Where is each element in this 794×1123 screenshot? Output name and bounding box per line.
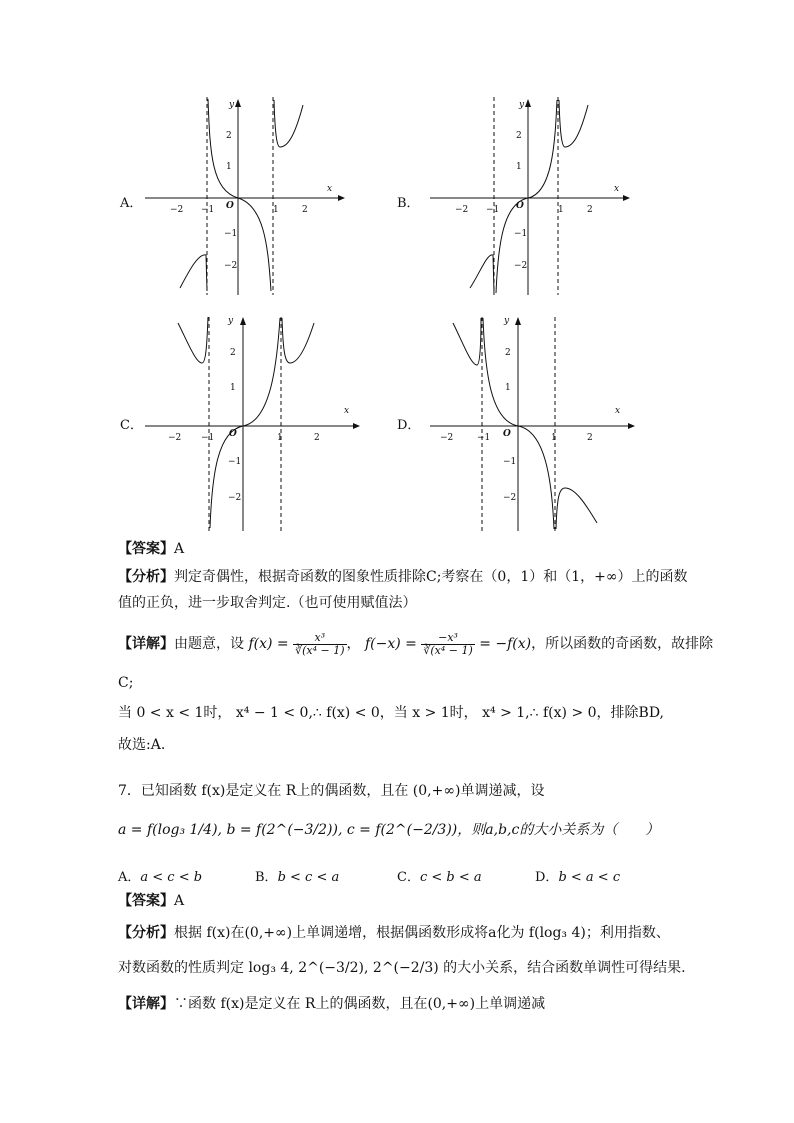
tick-x: 2 (587, 205, 593, 215)
analysis-label: 【分析】 (118, 925, 174, 941)
q7-analysis-line-1 (118, 922, 670, 944)
x-axis-label: x (615, 406, 621, 416)
curve-center-left (496, 198, 528, 293)
q7-detail-line (118, 993, 545, 1015)
curve-left-outer (178, 317, 208, 363)
frac-num: x³ (293, 632, 346, 645)
frac-den: ∛(x⁴ − 1) (295, 643, 345, 657)
origin-label: O (516, 201, 524, 211)
detail-line-3 (118, 702, 664, 724)
curve-right-outer (559, 100, 588, 147)
fraction-2 (421, 632, 474, 657)
tick-y: 1 (505, 383, 511, 393)
fraction-1 (293, 632, 346, 657)
choice-label: B． (255, 870, 278, 885)
q7-answer-line (118, 890, 184, 912)
curve-right-outer (282, 318, 314, 363)
x-axis-label: x (614, 184, 620, 194)
formula-fx: f(x) = (248, 636, 294, 652)
analysis-line-2 (118, 592, 416, 614)
option-b-letter: B． (397, 196, 420, 211)
choice-d[interactable] (535, 866, 620, 885)
tick-y: −1 (228, 457, 242, 467)
y-axis-label: y (229, 100, 235, 110)
tick-x: −2 (440, 433, 454, 443)
choice-text: b < c < a (277, 870, 340, 885)
answer-value: A (174, 893, 185, 909)
curve-right-outer (556, 488, 597, 529)
frac-den: ∛(x⁴ − 1) (423, 643, 473, 657)
choice-text: b < a < c (558, 870, 621, 885)
tick-y: −1 (514, 229, 528, 239)
detail-label: 【详解】 (118, 996, 174, 1012)
option-d-letter: D． (397, 418, 421, 433)
choice-text: a < c < b (140, 870, 203, 885)
detail-text: ∵函数 f(x)是定义在 R上的偶函数，且在(0,+∞)上单调递减 (174, 996, 546, 1012)
tick-y: 1 (230, 383, 236, 393)
tick-x: −1 (486, 205, 500, 215)
y-axis-label: y (504, 316, 510, 326)
choice-c[interactable] (397, 866, 482, 885)
curve-center-left (210, 426, 243, 528)
choice-label: D． (535, 870, 559, 885)
tick-x: −2 (455, 205, 469, 215)
detail-line-1: 【详解】由题意，设 f(x) = $\frac{\text{x³}}{\text{∛(x⁴ − 1)}}$ ， f(−x) = $\frac{\text{−x³}}{\text{∛(x⁴ − 1)}}$ = −f(x)，所以函数的奇函数，故排除 (118, 630, 714, 657)
y-axis-label: y (519, 100, 525, 110)
curve-center (208, 99, 271, 291)
conclusion-line (118, 734, 165, 756)
choice-a[interactable] (118, 866, 202, 885)
tick-y: −2 (224, 261, 238, 271)
detail-line-2 (118, 672, 133, 694)
q7-stem-text: a = f(log₃ 1/4), b = f(2^(−3/2)), c = f(2^(−2/3))，则a,b,c的大小关系为（ ） (118, 822, 660, 838)
tick-x: −1 (201, 205, 215, 215)
tick-y: 2 (516, 131, 522, 141)
analysis-text-1: 判定奇偶性，根据奇函数的图象性质排除C;考察在（0，1）和（1，+∞）上的函数 (174, 569, 688, 585)
y-axis-label: y (228, 316, 234, 326)
choice-label: C． (397, 870, 420, 885)
curve-center-right (528, 100, 557, 198)
graph-b (425, 95, 630, 295)
curve-left-outer (470, 255, 494, 293)
analysis-text: 根据 f(x)在(0,+∞)上单调递增，根据偶函数形成将a化为 f(log₃ 4)；利用指数、 (174, 925, 670, 941)
tick-y: 1 (516, 162, 522, 172)
frac-num-neg: −x³ (421, 632, 474, 645)
origin-label: O (226, 201, 234, 211)
answer-line (118, 538, 184, 560)
q7-stem-line-1 (118, 780, 544, 802)
formula-f-neg-x: f(−x) = (364, 636, 422, 652)
tick-y: 2 (230, 348, 236, 358)
x-axis-label: x (344, 406, 350, 416)
tick-y: −2 (228, 493, 242, 503)
option-a-letter: A． (120, 196, 143, 211)
tick-x: −1 (477, 433, 491, 443)
q7-analysis-line-2 (118, 957, 686, 979)
answer-label: 【答案】 (118, 541, 174, 557)
option-c-letter: C． (120, 418, 143, 433)
curve-center-right (243, 318, 280, 426)
choice-text: c < b < a (419, 870, 482, 885)
analysis-label: 【分析】 (118, 569, 174, 585)
curve-left-outer (180, 255, 207, 291)
tick-x: 1 (551, 433, 557, 443)
answer-label: 【答案】 (118, 893, 174, 909)
q7-stem-text: 7．已知函数 f(x)是定义在 R上的偶函数，且在 (0,+∞)单调递减，设 (118, 783, 545, 799)
choice-b[interactable] (255, 866, 339, 885)
curve-right-outer (274, 100, 303, 147)
analysis-text: 对数函数的性质判定 log₃ 4, 2^(−3/2), 2^(−2/3) 的大小关系，结合函数单调性可得结果. (118, 960, 686, 976)
tick-x: −2 (170, 205, 184, 215)
detail-text: ，所以函数的奇函数，故排除 (531, 636, 714, 652)
x-axis-label: x (327, 184, 333, 194)
origin-label: O (503, 429, 511, 439)
graph-c (140, 313, 360, 533)
formula-neg-fx: = −f(x) (479, 636, 532, 652)
tick-x: 2 (302, 205, 308, 215)
graph-a (140, 95, 345, 295)
analysis-line-1 (118, 566, 688, 588)
tick-x: 1 (277, 433, 283, 443)
detail-text: C; (118, 675, 134, 691)
tick-x: 2 (314, 433, 320, 443)
tick-x: −1 (201, 433, 215, 443)
detail-text: 当 0 < x < 1时， x⁴ − 1 < 0,∴ f(x) < 0，当 x > 1时， x⁴ > 1,∴ f(x) > 0，排除BD, (118, 705, 664, 721)
tick-y: −2 (503, 493, 517, 503)
tick-y: −1 (503, 457, 517, 467)
tick-x: 1 (273, 205, 279, 215)
tick-y: −2 (514, 261, 528, 271)
analysis-text-2: 值的正负，进一步取舍判定.（也可使用赋值法） (118, 595, 417, 611)
detail-label: 【详解】 (118, 636, 174, 652)
curve-left-outer (453, 318, 481, 365)
choice-label: A． (118, 870, 141, 885)
detail-text: 由题意，设 (174, 636, 249, 652)
tick-x: 1 (558, 205, 564, 215)
conclusion-text: 故选:A. (118, 737, 166, 753)
tick-x: 2 (587, 433, 593, 443)
tick-y: 2 (226, 131, 232, 141)
tick-y: 1 (226, 162, 232, 172)
graph-d (425, 313, 635, 533)
answer-value: A (174, 541, 185, 557)
tick-x: −2 (168, 433, 182, 443)
q7-stem-line-2 (118, 812, 659, 848)
origin-label: O (229, 429, 237, 439)
tick-y: −1 (224, 229, 238, 239)
tick-y: 2 (505, 348, 511, 358)
